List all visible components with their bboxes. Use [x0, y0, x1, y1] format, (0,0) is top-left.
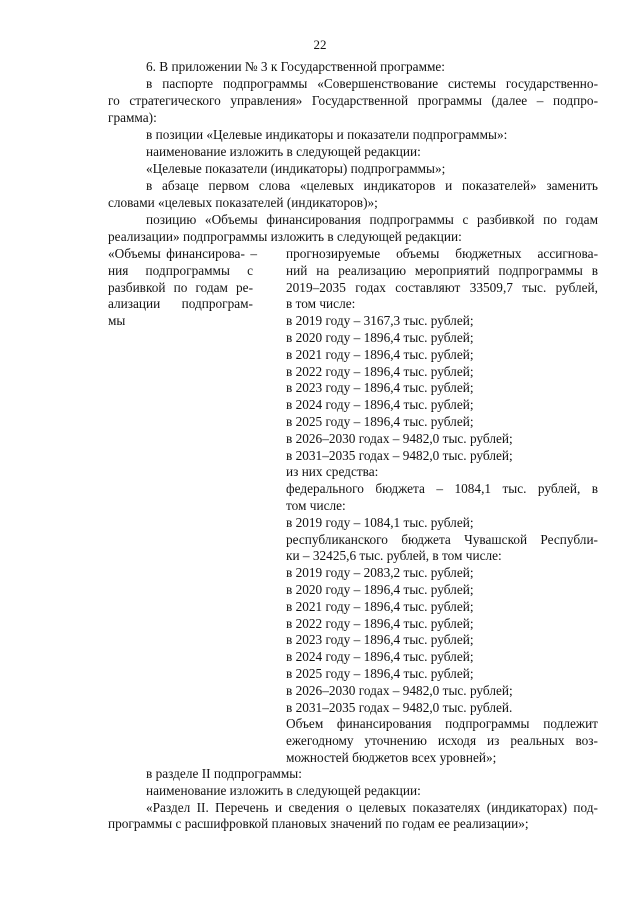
funding-line: в 2031–2035 годах – 9482,0 тыс. рублей.	[286, 699, 513, 715]
funding-line: в 2020 году – 1896,4 тыс. рублей;	[286, 581, 474, 597]
text-line: ния подпрограммы с	[108, 262, 253, 278]
funding-line: в 2025 году – 1896,4 тыс. рублей;	[286, 665, 474, 681]
funding-line: в 2022 году – 1896,4 тыс. рублей;	[286, 363, 474, 379]
funding-line: ки – 32425,6 тыс. рублей, в том числе:	[286, 548, 502, 564]
text-line: «Объемы финансирова- –	[108, 246, 257, 261]
funding-line: Объем финансирования подпрограммы подлежит	[286, 716, 598, 732]
text-line: словами «целевых показателей (индикаторов)»;	[108, 194, 378, 210]
paragraph-replace-words	[108, 178, 598, 212]
paragraph-position: в позиции «Целевые индикаторы и показатели подпрограммы»:	[146, 127, 508, 142]
text-line: в абзаце первом слова «целевых индикаторов и показателей» заменить	[146, 178, 598, 193]
text-line: реализации» подпрограммы изложить в следующей редакции:	[108, 228, 462, 244]
funding-line: в 2019 году – 3167,3 тыс. рублей;	[286, 313, 474, 329]
funding-line: в 2021 году – 1896,4 тыс. рублей;	[286, 346, 474, 362]
table-left-cell	[108, 246, 257, 330]
paragraph-name-edit: наименование изложить в следующей редакции:	[146, 144, 421, 159]
funding-line: ний на реализацию мероприятий подпрограммы в	[286, 262, 598, 278]
funding-line: в том числе:	[286, 296, 356, 312]
funding-line: в 2020 году – 1896,4 тыс. рублей;	[286, 329, 474, 345]
funding-line: в 2031–2035 годах – 9482,0 тыс. рублей;	[286, 447, 513, 463]
funding-line: федерального бюджета – 1084,1 тыс. рублей, в	[286, 481, 598, 497]
funding-line: в 2024 году – 1896,4 тыс. рублей;	[286, 649, 474, 665]
funding-line: 2019–2035 годах составляют 33509,7 тыс. рублей,	[286, 279, 598, 295]
text-line: позицию «Объемы финансирования подпрограммы с разбивкой по годам	[146, 212, 598, 227]
paragraph-passport	[108, 76, 598, 126]
text-line: в паспорте подпрограммы «Совершенствование системы государственно-	[146, 76, 598, 91]
funding-line: в 2023 году – 1896,4 тыс. рублей;	[286, 380, 474, 396]
text-line: го стратегического управления» Государственной программы (далее – подпро-	[108, 92, 598, 108]
funding-line: ежегодному уточнению исходя из реальных воз-	[286, 733, 598, 749]
table-right-cell	[286, 246, 598, 767]
section-tail	[108, 766, 598, 833]
text-line: ализации подпрограм-	[108, 296, 253, 312]
page-number: 22	[313, 37, 327, 52]
funding-line: в 2024 году – 1896,4 тыс. рублей;	[286, 397, 474, 413]
funding-line: в 2023 году – 1896,4 тыс. рублей;	[286, 632, 474, 648]
funding-line: республиканского бюджета Чувашской Республи-	[286, 531, 598, 547]
funding-line: в 2025 году – 1896,4 тыс. рублей;	[286, 413, 474, 429]
paragraph-intro: 6. В приложении № 3 к Государственной программе:	[146, 59, 446, 74]
text-line: грамма):	[108, 109, 157, 125]
text-line: «Раздел II. Перечень и сведения о целевых показателях (индикаторах) под-	[146, 799, 598, 815]
funding-line: в 2026–2030 годах – 9482,0 тыс. рублей;	[286, 430, 513, 446]
text-line: программы с расшифровкой плановых значений по годам ее реализации»;	[108, 816, 529, 832]
funding-line: в 2019 году – 1084,1 тыс. рублей;	[286, 514, 474, 530]
text-line: мы	[108, 313, 126, 329]
funding-line: в 2022 году – 1896,4 тыс. рублей;	[286, 615, 474, 631]
text-line: в разделе II подпрограммы:	[146, 766, 302, 781]
paragraph-funding-position	[108, 212, 598, 246]
funding-line: том числе:	[286, 497, 346, 513]
text-line: наименование изложить в следующей редакции:	[146, 782, 421, 798]
funding-line: из них средства:	[286, 464, 379, 480]
funding-line: можностей бюджетов всех уровней»;	[286, 749, 497, 765]
text-line: разбивкой по годам ре-	[108, 279, 253, 295]
paragraph-new-name: «Целевые показатели (индикаторы) подпрограммы»;	[146, 161, 446, 176]
funding-line: в 2019 году – 2083,2 тыс. рублей;	[286, 565, 474, 581]
funding-line: в 2021 году – 1896,4 тыс. рублей;	[286, 598, 474, 614]
funding-line: прогнозируемые объемы бюджетных ассигнова-	[286, 246, 598, 261]
funding-line: в 2026–2030 годах – 9482,0 тыс. рублей;	[286, 682, 513, 698]
